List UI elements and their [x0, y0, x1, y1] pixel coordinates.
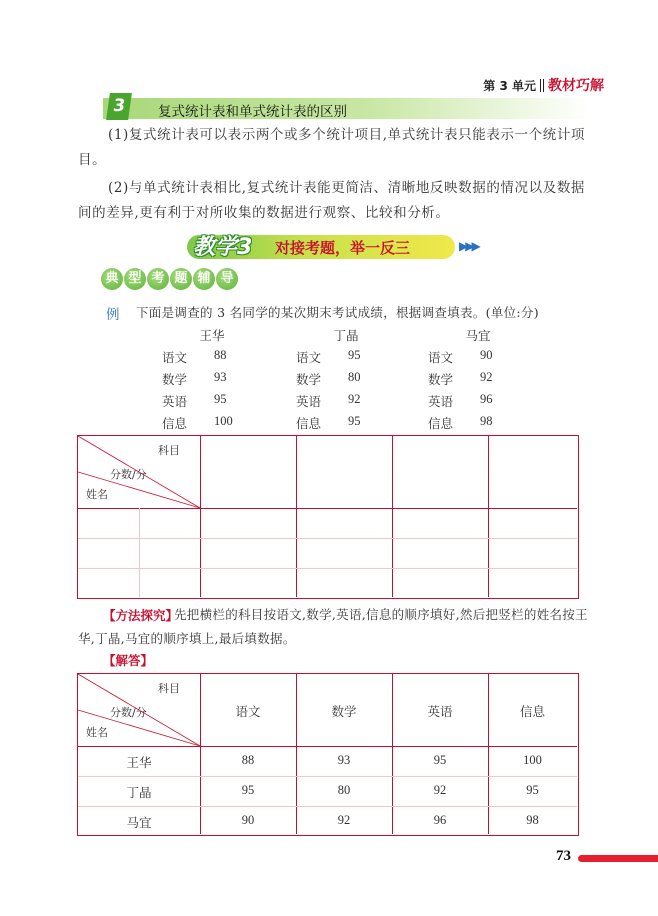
- page-number: 73: [556, 848, 571, 864]
- running-header: [483, 75, 604, 95]
- lesson-banner: [187, 233, 487, 261]
- answer-score-table: [77, 673, 579, 836]
- row-name: 马宜: [126, 815, 152, 830]
- student-name: 王华: [199, 328, 225, 343]
- subhead-char: 辅: [193, 268, 215, 290]
- brand-label: 教材巧解: [548, 78, 604, 94]
- table-cell: 92: [433, 783, 447, 797]
- header-name: 姓名: [86, 488, 108, 501]
- method-label: 【方法探究】: [103, 608, 179, 623]
- banner-big-text: 教学3: [193, 235, 253, 260]
- subject: 数学: [428, 372, 454, 387]
- example-label: 例: [106, 307, 120, 323]
- subject: 数学: [296, 372, 322, 387]
- table-cell: 93: [337, 753, 351, 767]
- blank-score-table: [77, 435, 579, 599]
- subhead-typical-problems: [101, 268, 239, 290]
- header-subject: 科目: [158, 682, 180, 695]
- header-subject: 科目: [158, 444, 180, 457]
- score: 95: [214, 392, 227, 406]
- subject: 信息: [428, 416, 454, 431]
- table-cell: 95: [433, 753, 447, 767]
- table-cell: 100: [523, 753, 542, 767]
- example-text: 下面是调查的 3 名同学的某次期末考试成绩，根据调查填表。(单位:分): [136, 305, 539, 320]
- subject: 英语: [428, 394, 454, 409]
- subject: 英语: [296, 394, 322, 409]
- header-score: 分数/分: [110, 468, 147, 481]
- score: 95: [348, 414, 361, 428]
- subhead-char: 导: [216, 268, 238, 290]
- score: 88: [214, 348, 227, 362]
- student-name: 马宜: [465, 328, 491, 343]
- subhead-char: 型: [124, 268, 146, 290]
- column-header: 语文: [235, 704, 261, 719]
- table-cell: 95: [241, 783, 255, 797]
- student-name: 丁晶: [333, 328, 359, 343]
- subject: 信息: [162, 416, 188, 431]
- score: 93: [214, 370, 227, 384]
- score: 92: [480, 370, 493, 384]
- score: 80: [348, 370, 361, 384]
- divider-bars: [540, 79, 544, 92]
- table-cell: 80: [337, 783, 351, 797]
- table-cell: 95: [526, 783, 539, 797]
- column-header: 数学: [331, 704, 357, 719]
- score: 95: [348, 348, 361, 362]
- subject: 英语: [162, 394, 188, 409]
- table-cell: 88: [241, 753, 255, 767]
- column-header: 英语: [427, 704, 453, 719]
- score: 98: [480, 414, 493, 428]
- answer-label: 【解答】: [103, 653, 154, 668]
- paragraph-1: (1)复式统计表可以表示两个或多个统计项目,单式统计表只能表示一个统计项目。: [78, 127, 586, 168]
- table-cell: 96: [433, 813, 447, 827]
- paragraph-2: (2)与单式统计表相比,复式统计表能更简洁、清晰地反映数据的情况以及数据间的差异,更有利于对所收集的数据进行观察、比较和分析。: [78, 180, 586, 221]
- score: 92: [348, 392, 361, 406]
- subhead-char: 考: [147, 268, 169, 290]
- column-header: 信息: [519, 704, 545, 719]
- arrow-icon: ▶▶▶: [459, 239, 478, 253]
- subject: 语文: [296, 350, 322, 365]
- score: 96: [480, 392, 493, 406]
- header-score: 分数/分: [110, 706, 147, 719]
- score: 100: [214, 414, 233, 428]
- unit-label: 第 3 单元: [483, 78, 536, 93]
- row-name: 丁晶: [126, 785, 152, 800]
- section-title: 复式统计表和单式统计表的区别: [158, 104, 347, 120]
- subhead-char: 题: [170, 268, 192, 290]
- section-number: 3: [106, 93, 132, 120]
- subject: 数学: [162, 372, 188, 387]
- score: 90: [480, 348, 493, 362]
- table-cell: 98: [526, 813, 539, 827]
- row-name: 王华: [126, 755, 152, 770]
- table-cell: 90: [241, 813, 255, 827]
- subject: 语文: [162, 350, 188, 365]
- subject: 信息: [296, 416, 322, 431]
- header-name: 姓名: [86, 726, 108, 739]
- subhead-char: 典: [101, 268, 123, 290]
- page-accent-bar: [578, 855, 658, 862]
- banner-small-text: 对接考题，举一反三: [275, 239, 411, 257]
- subject: 语文: [428, 350, 454, 365]
- method-text: 先把横栏的科目按语文,数学,英语,信息的顺序填好,然后把竖栏的姓名按王华,丁晶,马宜的顺序填上,最后填数据。: [78, 607, 588, 646]
- table-cell: 92: [337, 813, 351, 827]
